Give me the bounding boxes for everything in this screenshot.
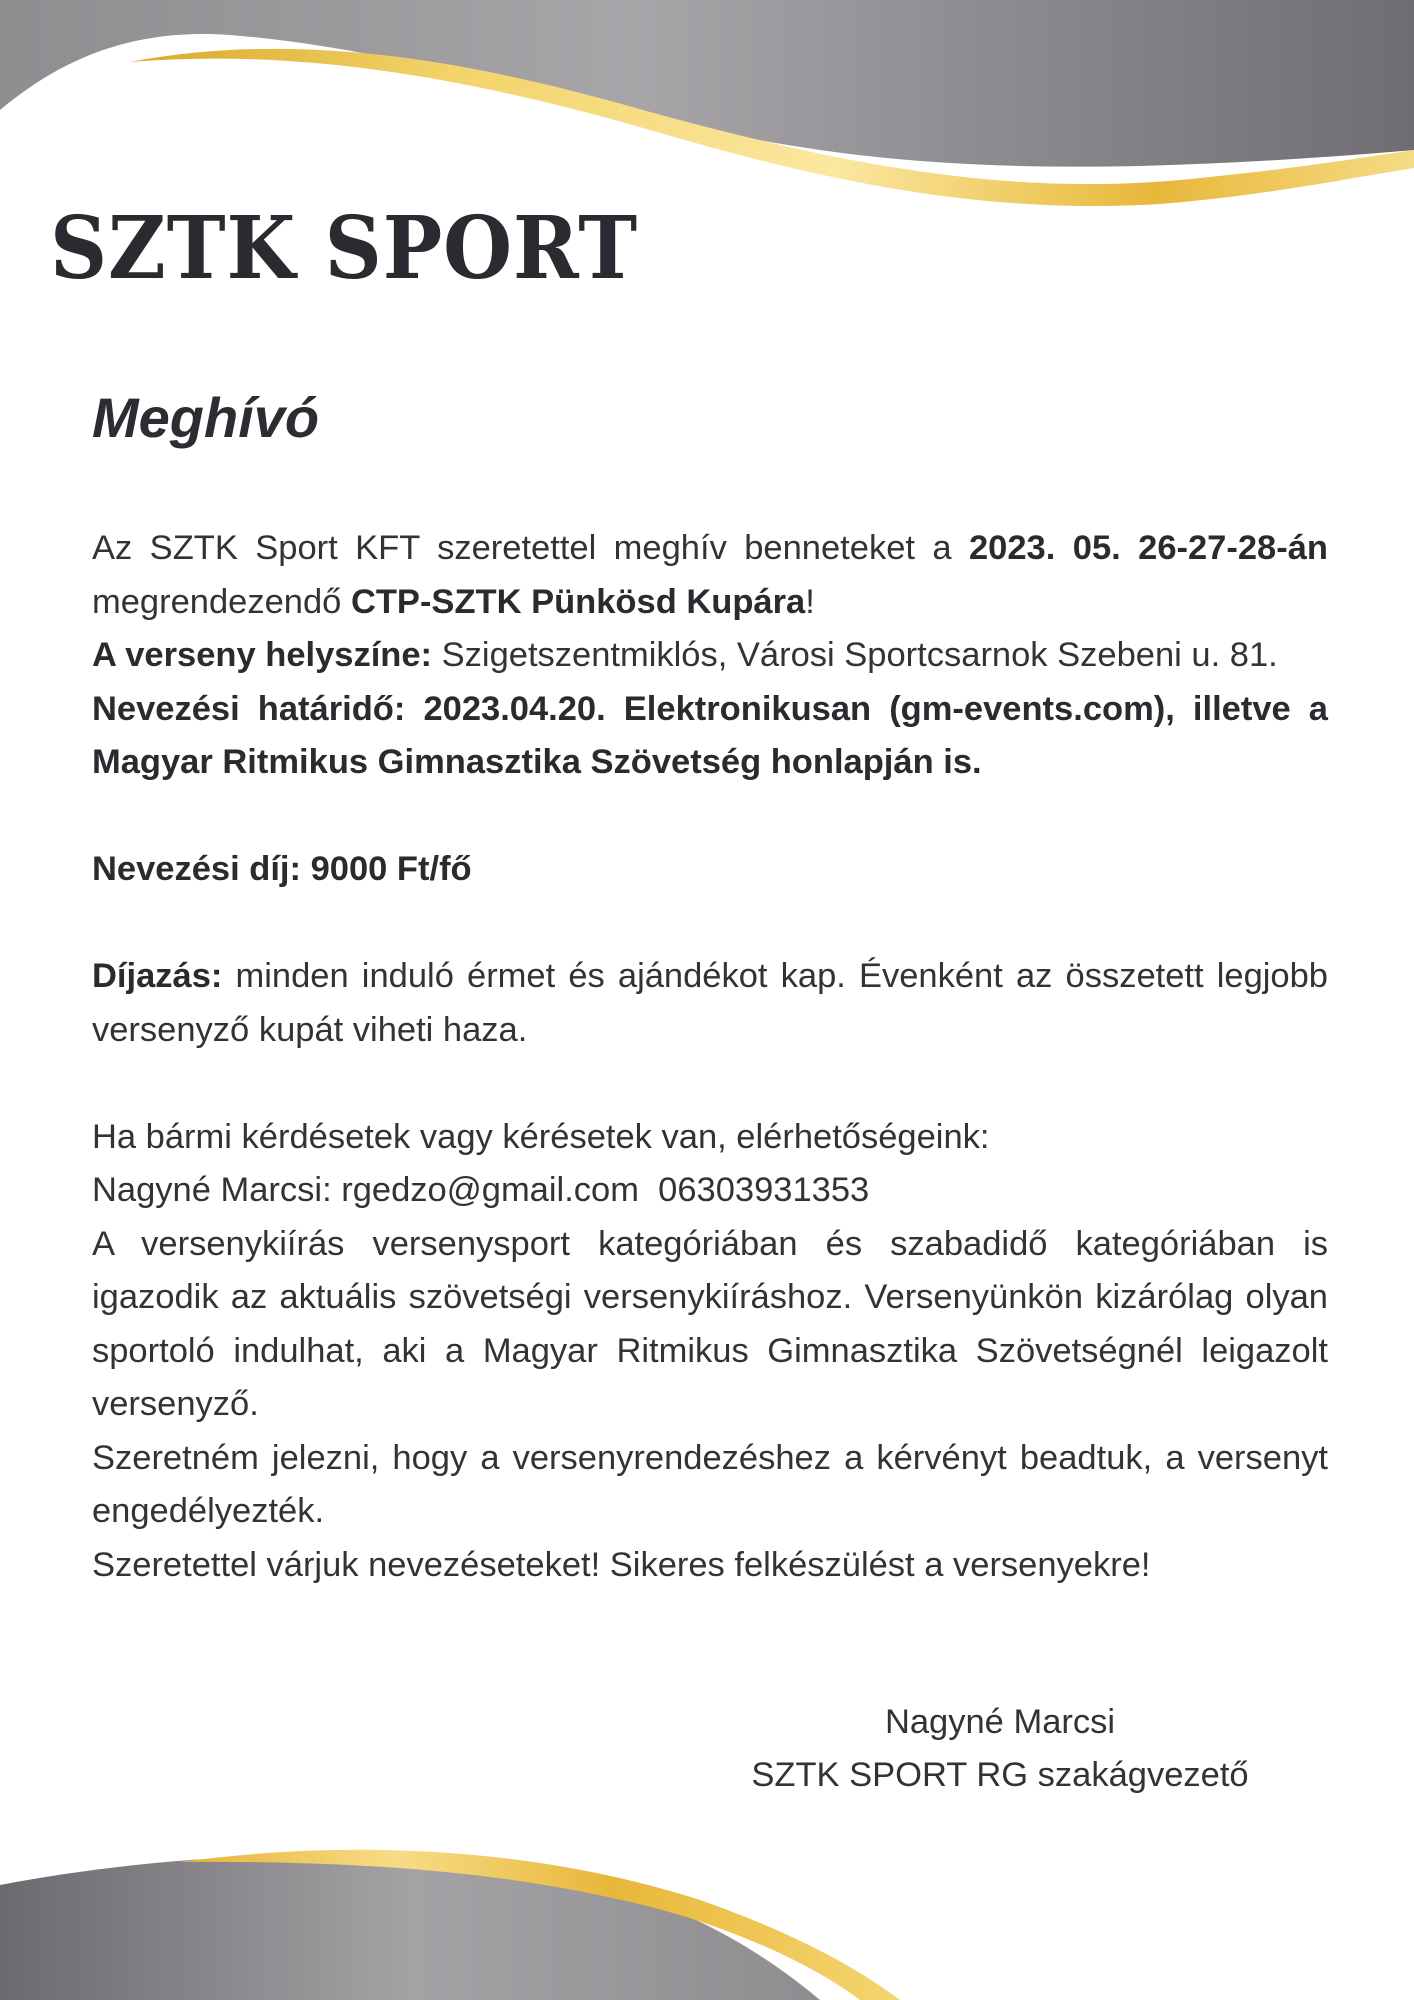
intro-paragraph (92, 522, 1328, 629)
venue-line (92, 629, 1328, 683)
signature-block (700, 1696, 1300, 1802)
venue-label: A verseny helyszíne: (92, 636, 433, 674)
intro-text-2: megrendezendő (92, 582, 351, 621)
signature-name: Nagyné Marcsi (884, 1703, 1116, 1741)
event-date: 2023. 05. 26-27-28-án (969, 529, 1328, 567)
permit-paragraph: Szeretném jelezni, hogy a versenyrendezéshez a kérvényt beadtuk, a versenyt engedélyezték. (92, 1438, 1328, 1530)
letter-body (92, 522, 1328, 1592)
page-title: Meghívó (92, 386, 320, 449)
prizes-label: Díjazás: (92, 957, 223, 995)
logo-text: SZTK SPORT (50, 198, 639, 299)
deadline-text: Nevezési határidő: 2023.04.20. Elektronikusan (gm-events.com), illetve a Magyar Ritmikus Gimnasztika Szövetség honlapján is. (92, 689, 1328, 781)
closing-line: Szeretettel várjuk nevezéseteket! Sikeres felkészülést a versenyekre! (92, 1545, 1151, 1584)
cup-name: CTP-SZTK Pünkösd Kupára (350, 582, 806, 621)
top-wave-decoration (0, 0, 1414, 230)
intro-text: Az SZTK Sport KFT szeretettel meghív benneteket a (92, 529, 969, 567)
prizes-paragraph (92, 950, 1328, 1057)
bottom-wave-decoration (0, 1830, 1414, 2000)
contact-line: Nagyné Marcsi: rgedzo@gmail.com 06303931353 (92, 1171, 870, 1209)
fee-text: Nevezési díj: 9000 Ft/fő (92, 850, 472, 888)
rules-paragraph: A versenykiírás versenysport kategóriában és szabadidő kategóriában is igazodik az aktuális szövetségi versenykiíráshoz. Versenyünkön kizárólag olyan sportoló indulhat, aki a Magyar Ritmikus Gimnasztika Szövetségnél leigazolt versenyző. (92, 1224, 1328, 1423)
contact-intro: Ha bármi kérdésetek vagy kérésetek van, elérhetőségeink: (92, 1117, 990, 1156)
deadline-paragraph (92, 683, 1328, 790)
intro-text-3: ! (805, 582, 815, 621)
signature-role: SZTK SPORT RG szakágvezető (751, 1756, 1249, 1794)
prizes-value: minden induló érmet és ajándékot kap. Évenként az összetett legjobb versenyző kupát viheti haza. (92, 957, 1328, 1049)
venue-value: Szigetszentmiklós, Városi Sportcsarnok Szebeni u. 81. (432, 636, 1278, 674)
fee-line (92, 843, 1328, 897)
